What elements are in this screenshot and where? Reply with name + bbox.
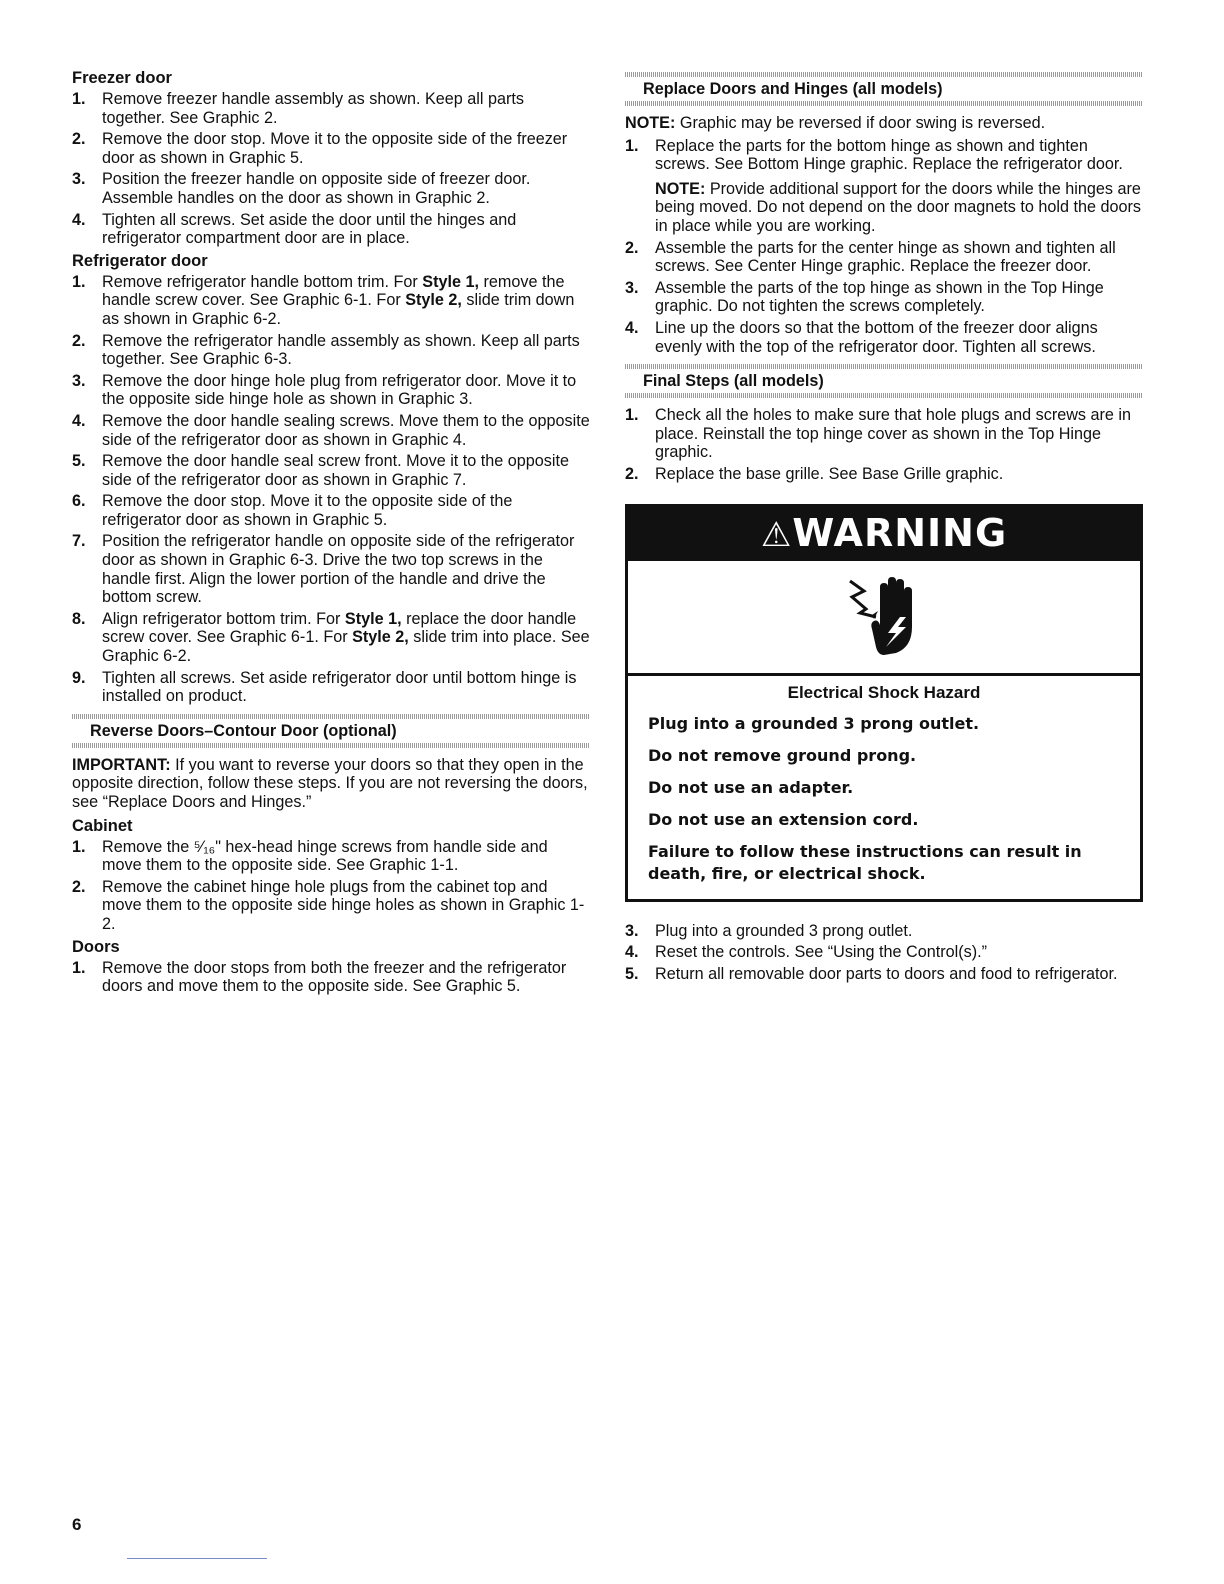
list-item: 5. Return all removable door parts to doors and food to refrigerator. — [625, 964, 1118, 983]
list-item: 1. Remove refrigerator handle bottom trim. For Style 1, remove the handle screw cover. See Graphic 6-1. For Style 2, slide trim down as shown in Graphic 6-2. — [72, 272, 575, 328]
page-number: 6 — [72, 1515, 82, 1534]
final-steps-list — [625, 406, 1143, 483]
final-steps-list-continued — [625, 922, 1143, 984]
cabinet-heading: Cabinet — [72, 816, 133, 835]
warning-line: Do not use an adapter. — [648, 777, 854, 797]
list-item: 3. Plug into a grounded 3 prong outlet. — [625, 921, 913, 940]
doors-heading: Doors — [72, 937, 120, 956]
list-item: 9. Tighten all screws. Set aside refrigerator door until bottom hinge is installed on product. — [72, 668, 577, 706]
list-item: 1. Remove the door stops from both the freezer and the refrigerator doors and move them to the opposite side. See Graphic 5. — [72, 958, 567, 996]
divider — [127, 1558, 267, 1559]
list-item: 6. Remove the door stop. Move it to the opposite side of the refrigerator door as shown in Graphic 5. — [72, 492, 513, 529]
list-item: 3. Position the freezer handle on opposite side of freezer door. Assemble handles on the door as shown in Graphic 2. — [72, 170, 531, 207]
reverse-doors-title: Reverse Doors–Contour Door (optional) — [90, 721, 397, 740]
list-item: 2. Remove the cabinet hinge hole plugs from the cabinet top and move them to the opposite side hinge holes as shown in Graphic 1-2. — [72, 877, 585, 933]
hazard-title: Electrical Shock Hazard — [787, 682, 981, 702]
list-item: 1. Remove the ⁵⁄₁₆" hex-head hinge screws from handle side and move them to the opposite side. See Graphic 1-1. — [72, 837, 548, 875]
list-item: 5. Remove the door handle seal screw front. Move it to the opposite side of the refrigerator door as shown in Graphic 7. — [72, 452, 569, 489]
important-note: IMPORTANT: If you want to reverse your doors so that they open in the opposite direction, follow these steps. If you are not reversing the doors, see “Replace Doors and Hinges.” — [72, 755, 588, 811]
list-item: 8. Align refrigerator bottom trim. For Style 1, replace the door handle screw cover. See Graphic 6-1. For Style 2, slide trim into place. See Graphic 6-2. — [72, 609, 590, 666]
list-item: 7. Position the refrigerator handle on opposite side of the refrigerator door as shown in Graphic 6-3. Drive the two top screws in the handle first. Align the lower portion of the handle and drive the bottom screw. — [72, 532, 575, 607]
warning-line: Do not use an extension cord. — [648, 809, 919, 829]
list-item: 1. Remove freezer handle assembly as shown. Keep all parts together. See Graphic 2. — [72, 90, 524, 127]
replace-steps — [625, 137, 1143, 357]
replace-note: NOTE: Graphic may be reversed if door swing is reversed. — [625, 114, 1046, 132]
list-item: 2. Remove the refrigerator handle assembly as shown. Keep all parts together. See Graphic 6-3. — [72, 331, 580, 369]
list-item: 4. Line up the doors so that the bottom of the freezer door aligns evenly with the top of the refrigerator door. Tighten all screws. — [625, 318, 1098, 356]
freezer-door-heading: Freezer door — [72, 69, 172, 87]
list-item: 1. Check all the holes to make sure that hole plugs and screws are in place. Reinstall the top hinge cover as shown in the Top Hinge graphic. — [625, 406, 1131, 462]
doors-steps — [72, 959, 590, 996]
freezer-door-steps — [72, 90, 590, 248]
list-item: 2. Replace the base grille. See Base Grille graphic. — [625, 464, 1004, 483]
warning-triangle-icon: ⚠ — [760, 514, 793, 555]
divider — [72, 743, 590, 748]
replace-doors-section-header — [625, 72, 1143, 106]
refrigerator-door-steps — [72, 273, 590, 706]
reverse-doors-section-header — [72, 714, 590, 748]
refrigerator-door-heading: Refrigerator door — [72, 251, 208, 270]
list-item: 4. Reset the controls. See “Using the Control(s).” — [625, 943, 987, 962]
electrical-shock-hand-icon — [844, 575, 924, 659]
list-item: 1. Replace the parts for the bottom hinge as shown and tighten screws. See Bottom Hinge graphic. Replace the refrigerator door. NOTE: Provide additional support for the doors while the hinges are being moved. Do not depend on the door magnets to hold the doors in place while you are working. — [625, 137, 1143, 236]
final-steps-section-header — [625, 364, 1143, 398]
replace-doors-title: Replace Doors and Hinges (all models) — [643, 80, 943, 98]
list-item: 4. Remove the door handle sealing screws. Move them to the opposite side of the refrigerator door as shown in Graphic 4. — [72, 411, 590, 449]
warning-banner: ⚠WARNING — [628, 507, 1140, 561]
divider — [625, 393, 1143, 398]
list-item: 3. Assemble the parts of the top hinge as shown in the Top Hinge graphic. Do not tighten the screws completely. — [625, 278, 1104, 316]
warning-line: Failure to follow these instructions can result in death, fire, or electrical shock. — [648, 841, 1082, 883]
list-item: 2. Remove the door stop. Move it to the opposite side of the freezer door as shown in Graphic 5. — [72, 130, 568, 167]
left-column — [72, 66, 590, 999]
list-item: 2. Assemble the parts for the center hinge as shown and tighten all screws. See Center Hinge graphic. Replace the freezer door. — [625, 238, 1116, 276]
support-note: NOTE: Provide additional support for the doors while the hinges are being moved. Do not depend on the door magnets to hold the doors in place while you are working. — [655, 179, 1141, 235]
right-column — [625, 66, 1143, 986]
list-item: 4. Tighten all screws. Set aside the door until the hinges and refrigerator compartment door are in place. — [72, 210, 517, 248]
warning-box — [625, 504, 1143, 902]
warning-line: Do not remove ground prong. — [648, 745, 917, 765]
warning-line: Plug into a grounded 3 prong outlet. — [648, 713, 980, 733]
divider — [625, 101, 1143, 106]
final-steps-title: Final Steps (all models) — [643, 372, 824, 391]
cabinet-steps — [72, 838, 590, 934]
list-item: 3. Remove the door hinge hole plug from refrigerator door. Move it to the opposite side hinge hole as shown in Graphic 3. — [72, 371, 577, 409]
